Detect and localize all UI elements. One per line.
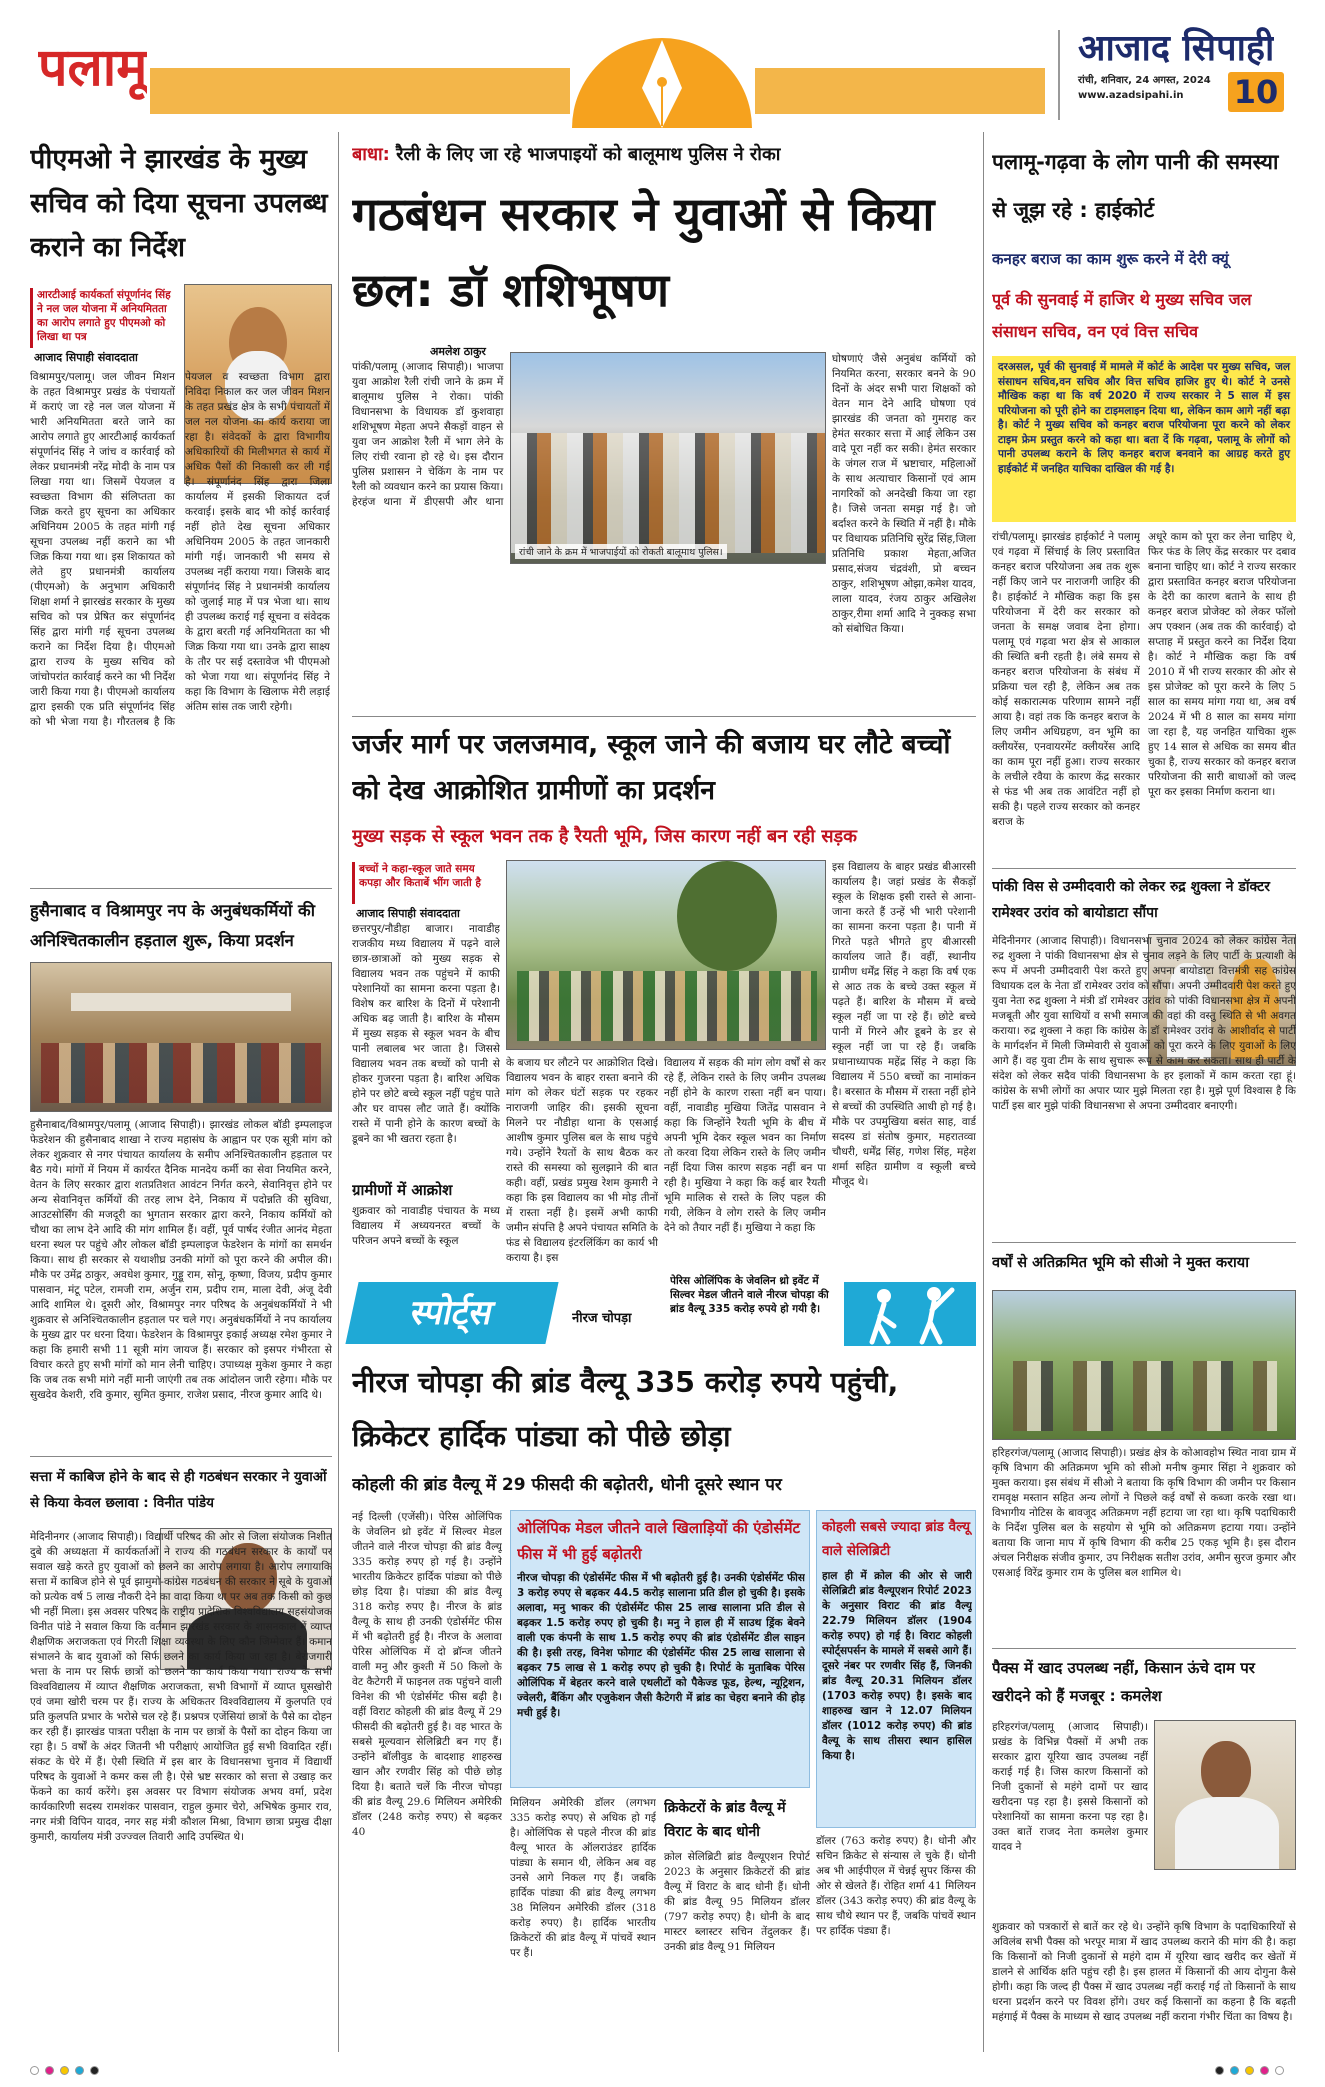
road-body-1b: शुक्रवार को नावाडीह पंचायत के मध्य विद्यालय में अध्ययनरत बच्चों के परिजन अपने बच्चों के स्कूल bbox=[352, 1205, 500, 1247]
col2-rule-1 bbox=[352, 716, 976, 717]
pmo-intro: आरटीआई कार्यकर्ता संपूर्णानंद सिंह ने नल जल योजना में अनियमितता का आरोप लगाते हुए पीएमओ को लिखा था पत्र bbox=[30, 288, 180, 348]
col3-rule-3 bbox=[992, 1648, 1296, 1649]
road-photo bbox=[506, 860, 826, 1050]
sports-headline: नीरज चोपड़ा की ब्रांड वैल्यू 335 करोड़ रुपये पहुंची, क्रिकेटर हार्दिक पांड्या को पीछे छोड़ा bbox=[352, 1366, 899, 1453]
khad-body-2: शुक्रवार को पत्रकारों से बातें कर रहे थे। उन्होंने कृषि विभाग के पदाधिकारियों से अविलंब सभी पैक्स को भरपूर मात्रा में खाद उपलब्ध कराने की मांग की है। कहा कि किसानों को निजी दुकानों से महंगे दाम में यूरिया खाद खरीद कर खेतों में डालने से आर्थिक क्षति पहुंच रही है। इस हालत में किसानों की आय दोगुना कैसे होगी। कहा कि जल्द ही पैक्स में खाद उपलब्ध नहीं कराई गई तो किसानों के साथ धरना प्रदर्शन करने पर विवश होंगे। उधर कई किसानों का कहना है कि बढ़ती महंगाई में पैक्स के माध्यम से खाद उपलब्ध नहीं कराना गंभीर चिंता का विषय है। bbox=[992, 1921, 1296, 2023]
vineet-body: मेदिनीनगर (आजाद सिपाही)। विद्यार्थी परिषद की ओर से जिला संयोजक निशीत दुबे की अध्यक्षता में कार्यकर्ताओं ने राज्य की गठबंधन सरकार के कार्यों पर सवाल खड़े करते हुए युवाओं को छलने का आरोप लगाया है। आरोप लगायाकि सत्ता में काबिज होने से पूर्व झामुमो-कांग्रेस गठबंधन की सरकार ने सूबे के युवाओं को प्रत्येक वर्ष 5 लाख नौकरी देने का वादा किया था पर अब तक किसी को कुछ भी नहीं मिला। इस अवसर परिषद के राष्ट्रीय प्रादेशिक विश्वविद्यालय सहसंयोजक विनीत पांडे ने सवाल किया कि वर्तमान झारखंड सरकार के शासनकाल में व्याप्त शैक्षणिक अराजकता एवं गिरती शिक्षा व्यवस्था के लिए कौन जिम्मेवार हैं। कमान संभालने के बाद युवाओं को सिर्फ छलने का कार्य किया जा रहा है। बेरोजगारी भत्ता के नाम पर सिर्फ छात्रों को छलने का कार्य किया गया। राज्य के सभी विश्वविद्यालय में व्याप्त शैक्षणिक अराजकता, सभी विभागों में व्याप्त घूसखोरी एवं जमा खोरी चरम पर हैं। राज्य के अधिकतर विश्वविद्यालय में कुलपति एवं प्रति कुलपति प्रभार के भरोसे चल रहे हैं। प्रश्नपत्र एजेंसियां छात्रों के पैसे का दोहन कर रही हैं। झारखंड पात्रता परीक्षा के नाम पर छात्रों के पैसों का दोहन किया जा रहा है। 5 वर्षों के अंदर जितनी भी परीक्षाएं आयोजित हुई सभी विवादित रहीं। संकट के घेरे में हैं। ऐसी स्थिति में इस बार के विधानसभा चुनाव में विद्यार्थी परिषद के युवाओं ने कमर कस ली है। ऐसे भ्रष्ट सरकार को सत्ता से उखाड़ कर फेंकने का कार्य करेंगे। इस अवसर पर विभाग संयोजक अभय वर्मा, प्रदेश कार्यकारिणी सदस्य रामशंकर पासवान, राहुल कुमार चेरो, अभिषेक कुमार राव, नगर मंत्री विपिन यादव, नगर सह मंत्री कौशल मिश्रा, विभाग छात्रा प्रमुख दीक्षा कुमारी, कार्यालय मंत्री उज्ज्वल तिवारी आदि उपस्थित थे। bbox=[30, 1531, 332, 1843]
khad-photo bbox=[1154, 1720, 1296, 1870]
khad-body-1: हरिहरगंज/पलामू (आजाद सिपाही)। प्रखंड के विभिन्न पैक्सों में अभी तक सरकार द्वारा यूरिया खाद उपलब्ध नहीं कराई गई है। जिस कारण किसानों को निजी दुकानों से महंगे दामों पर खाद खरीदना पड़ रहा है। इससे किसानों को परेशानियों का सामना करना पड़ रहा है। उक्त बातें राजद नेता कमलेश कुमार यादव ने bbox=[992, 1721, 1148, 1853]
road-body-4: इस विद्यालय के बाहर प्रखंड बीआरसी कार्यालय है। जहां प्रखंड के सैकड़ों स्कूल के शिक्षक इसी रास्ते से आना-जाना करते हैं उन्हें भी भारी परेशानी का सामना करना पड़ता है। पानी में गिरते पड़ते भीगते हुए बीआरसी कार्यालय जाते हैं। वहीं, स्थानीय ग्रामीण धर्मेंद्र सिंह ने कहा कि वर्ष एक से आठ तक के बच्चे उक्त स्कूल में पढ़ते हैं। बारिश के मौसम में बच्चे स्कूल नहीं जा पा रहे हैं। छोटे बच्चे पानी में गिरने और डूबने के डर से स्कूल नहीं जा पा रहे हैं। जबकि प्रधानाध्यापक महेंद्र सिंह ने कहा कि विद्यालय में 550 बच्चों का नामांकन है। बरसात के मौसम में रास्ता नहीं होने से बच्चों की उपस्थिति आधी हो गई है। मौके पर उपमुखिया बसंत साह, वार्ड सदस्य डां संतोष कुमार, महरातव्वा चौधरी, धर्मेंद्र सिंह, गणेश सिंह, महेश शर्मा सहित ग्रामीण व स्कूली बच्चे मौजूद थे। bbox=[832, 861, 976, 1188]
road-photo-people bbox=[517, 971, 817, 1041]
pen-nib-icon bbox=[570, 18, 755, 128]
masthead-right-band bbox=[755, 68, 1045, 114]
footer-dot bbox=[1215, 2066, 1224, 2075]
lead-author: अमलेश ठाकुर bbox=[430, 345, 486, 358]
sports-box-1-body: नीरज चोपड़ा की एंडोर्समेंट फीस में भी बढ़ोतरी हुई है। उनकी एंडोर्समेंट फीस 3 करोड़ रुपए से बढ़कर 44.5 करोड़ सालाना प्रति डील हो चुकी है। इसके अलावा, मनु भाकर की एंडोर्समेंट फीस 25 लाख सालाना प्रति डील से बढ़कर 1.5 करोड़ रुपए हो चुकी है। मनु ने हाल ही में साउथ ड्रिंक बेवने वाली एक कंपनी के साथ 1.5 करोड़ रुपए की ब्रांड एंडोर्समेंट डील साइन की है। इसी तरह, विनेश फोगाट की एंडोर्समेंट फीस 25 लाख सालाना से बढ़कर 75 लाख से 1 करोड़ रुपए हो चुकी है। रिपोर्ट के मुताबिक पेरिस ओलिंपिक में बेहतर करने वाले एथलीटों को पैकेज्ड फूड, हेल्थ, न्यूट्रिशन, ज्वेलरी, बैंकिंग और एजुकेशन जैसी कैटेगरी में ब्रांड का चेहरा बनाने की होड़ मची हुई है। bbox=[517, 1572, 805, 1719]
sports-banner: स्पोर्ट्स bbox=[345, 1282, 558, 1344]
sports-box-3-title: कोहली सबसे ज्यादा ब्रांड वैल्यू वाले सेलिब्रिटी bbox=[822, 1519, 971, 1559]
road-inset-title: ग्रामीणों में आक्रोश bbox=[352, 1181, 453, 1199]
footer-dots-right bbox=[1215, 2060, 1290, 2079]
footer-dot bbox=[1245, 2066, 1254, 2075]
column-rule-right bbox=[983, 132, 984, 2052]
cricket-icon bbox=[844, 1282, 976, 1346]
sports-subhead: कोहली की ब्रांड वैल्यू में 29 फीसदी की बढ़ोतरी, धोनी दूसरे स्थान पर bbox=[352, 1475, 782, 1495]
sports-body-2: मिलियन अमेरिकी डॉलर (लगभग 335 करोड़ रुपए) से अधिक हो गई है। ओलिंपिक से पहले नीरज की ब्रांड वैल्यू भारत के ऑलराउंडर हार्दिक पांड्या के समान थी, लेकिन अब वह उनसे आगे निकल गए हैं। जबकि हार्दिक पांड्या की ब्रांड वैल्यू लगभग 38 मिलियन अमेरिकी डॉलर (318 करोड़ रुपए) है। हार्दिक भारतीय क्रिकेटरों की ब्रांड वैल्यू में पांचवें स्थान पर हैं। bbox=[510, 1797, 656, 1959]
section-title: पलामू bbox=[38, 38, 148, 98]
page-number: 10 bbox=[1228, 72, 1284, 112]
masthead-left-band bbox=[150, 68, 570, 114]
road-body-1: छत्तरपुर/नौडीहा बाजार। नावाडीह राजकीय मध्य विद्यालय में पढ़ने वाले छात्र-छात्राओं को मुख्य सड़क से विद्यालय भवन तक पहुंचने में काफी परेशानियों का सामना करना पड़ता है। विशेष कर बारिश के दिनों में परेशानी अधिक बढ़ जाती है। बारिश के मौसम में मुख्य सड़क से स्कूल भवन के बीच पानी लबालब भर जाता है। जिससे विद्यालय भवन तक बच्चों को पानी से होकर गुजरना पड़ता है। बारिश अधिक होने पर छोटे बच्चे स्कूल नहीं पहुंच पाते और घर वापस लौट जाते हैं। क्योंकि रास्ते में पानी होने के कारण बच्चों के डूबने का भी खतरा रहता है। bbox=[352, 923, 500, 1145]
vineet-headline: सत्ता में काबिज होने के बाद से ही गठबंधन सरकार ने युवाओं से किया केवल छलावा : विनीत पांडेय bbox=[30, 1469, 327, 1511]
road-headline: जर्जर मार्ग पर जलजमाव, स्कूल जाने की बजाय घर लौटे बच्चों को देख आक्रोशित ग्रामीणों का प्रदर्शन bbox=[352, 729, 951, 806]
khad-headline: पैक्स में खाद उपलब्ध नहीं, किसान ऊंचे दाम पर खरीदने को हैं मजबूर : कमलेश bbox=[992, 1659, 1255, 1705]
hc-body-1: रांची/पलामू। झारखंड हाईकोर्ट ने पलामू एवं गढ़वा में सिंचाई के लिए प्रस्तावित कनहर बराज परियोजना अब तक शुरू नहीं किए जाने पर नाराजगी जाहिर की है। हाईकोर्ट ने मौखिक कहा कि इस परियोजना में देरी कर सरकार को जनता के समक्ष जवाब देना होगा। पलामू एवं गढ़वा भरा क्षेत्र से आकाल की स्थिति बनी रहती है। लंबे समय से कनहर बराज परियोजना के संबंध में प्रक्रिया चल रही है, लेकिन अब तक कोई सकारात्मक परिणाम सामने नहीं आया है। वहां तक कि कनहर बराज के लिए जमीन अधिग्रहण, वन भूमि का क्लीयरेंस, एनवायरमेंट क्लीयरेंस आदि का काम पूरा नहीं हुआ। राज्य सरकार के लचीले रवैया के कारण केंद्र सरकार से फंड भी अब तक आवंटित नहीं हो सकी है। पहले राज्य सरकार को कनहर बराज के bbox=[992, 531, 1140, 828]
pmo-headline: पीएमओ ने झारखंड के मुख्य सचिव को दिया सूचना उपलब्ध कराने का निर्देश bbox=[30, 144, 328, 263]
lead-kicker-label: बाधा: bbox=[352, 144, 390, 165]
footer-dot bbox=[30, 2066, 39, 2075]
enc-body: हरिहरगंज/पलामू (आजाद सिपाही)। प्रखंड क्षेत्र के कोआवहोभ स्थित नावा ग्राम में कृषि विभाग की अतिक्रमण भूमि को सीओ मनीष कुमार सिंहा ने शुक्रवार को मुक्त कराया। इस संबंध में सीओ ने बताया कि कृषि विभाग की जमीन पर किसान रामवृक्ष मस्तान सहित अन्य लोगों ने पिछले कई वर्षों से कब्जा करके रखा था। विभागीय नोटिस के बावजूद अतिक्रमण नहीं हटाया जा रहा था। कृषि पदाधिकारी के निर्देश पुलिस बल के सहयोग से भूमि को अतिक्रमण हटाया गया। उन्होंने बताया कि जाना माप में कृषि विभाग की करीब 25 एकड़ भूमि है। इस दौरान अंचल निरीक्षक संजीव कुमार, उप निरीक्षक सतीश उरांव, अमीन सुरज कुमार और एसआई विरेंद्र कुमार राम के पुलिस बल शामिल थे। bbox=[992, 1447, 1296, 1579]
footer-dot bbox=[1260, 2066, 1269, 2075]
lead-body-1: पांकी/पलामू (आजाद सिपाही)। भाजपा युवा आक्रोश रैली रांची जाने के क्रम में बालूमाथ पुलिस ने रोका। पांकी विधानसभा के विधायक डॉ कुशवाहा शशिभूषण मेहता अपने सैकड़ों वाहन से युवा जन आक्रोश रैली में भाग लेने के लिए रांची रवाना हो रहे थे। इस दौरान पुलिस प्रशासन ने चेकिंग के नाम पर रैली को व्यवधान करने का प्रयास किया। हेरहंज थाना में डीएसपी और थाना bbox=[352, 361, 504, 508]
enc-headline: वर्षों से अतिक्रमित भूमि को सीओ ने मुक्त कराया bbox=[992, 1255, 1249, 1271]
hc-red-banner: पूर्व की सुनवाई में हाजिर थे मुख्य सचिव जल संसाधन सचिव, वन एवं वित्त सचिव bbox=[992, 290, 1252, 341]
sports-box-3-body-2: डॉलर (763 करोड़ रुपए) है। धोनी और सचिन क्रिकेट से संन्यास ले चुके हैं। धोनी अब भी आईपीएल में चेन्नई सुपर किंग्स की ओर से खेलते हैं। रोहित शर्मा 41 मिलियन डॉलर (343 करोड़ रुपए) की ब्रांड वैल्यू के साथ चौथे स्थान पर हैं, जबकि पांचवें स्थान पर हार्दिक पंड्या हैं। bbox=[816, 1835, 976, 1937]
lead-body-2: घोषणाएं जैसे अनुबंध कर्मियों को नियमित करना, सरकार बनने के 90 दिनों के अंदर सभी पारा शिक्षकों को वेतन मान देने आदि घोषणा एवं झारखंड की जनता को गुमराह कर हेमंत सरकार सत्ता में आई लेकिन उस वादे पूरा नहीं कर सकी। हेमंत सरकार के जंगल राज में भ्रष्टाचार, महिलाओं के साथ अत्याचार किसानों एवं आम नागरिकों को अनदेखी किया जा रहा है। जिसे जनता समझ गई है। जो बर्दाश्त करने के स्थिति में नहीं है। मौके पर विधायक प्रतिनिधि सुरेंद्र सिंह,जिला प्रतिनिधि प्रकाश मेहता,अजित प्रसाद,संजय चंद्रवंशी, प्रो बच्चन ठाकुर, शशिभूषण ओझा,कमेश यादव, लाला यादव, रंजय ठाकुर अखिलेश ठाकुर,रीमा शर्मा आदि ने नुक्कड़ सभा को संबोधित किया। bbox=[832, 353, 976, 635]
sports-box-2-title: क्रिकेटरों के ब्रांड वैल्यू में विराट के बाद धोनी bbox=[664, 1800, 786, 1840]
footer-dot bbox=[45, 2066, 54, 2075]
sports-blurb: पेरिस ओलिंपिक के जेवलिन थ्रो इवेंट में सिल्वर मेडल जीतने वाले नीरज चोपड़ा की ब्रांड वैल्यू 335 करोड़ रुपये हो गयी है। bbox=[670, 1275, 829, 1315]
lead-headline: गठबंधन सरकार ने युवाओं से किया छल: डॉ शशिभूषण bbox=[352, 187, 935, 317]
lead-photo-crowd bbox=[511, 433, 826, 553]
lead-kicker-text: रैली के लिए जा रहे भाजपाइयों को बालूमाथ पुलिस ने रोका bbox=[396, 144, 781, 165]
hc-subhead: कनहर बराज का काम शुरू करने में देरी क्यूं bbox=[992, 250, 1229, 268]
sports-box-2-body: क्रोल सेलिब्रिटी ब्रांड वैल्यूएशन रिपोर्ट 2023 के अनुसार क्रिकेटरों की ब्रांड वैल्यू में विराट के बाद धोनी हैं। धोनी की ब्रांड वैल्यू 95 मिलियन डॉलर (797 करोड़ रुपए) है। धोनी के बाद मास्टर ब्लास्टर सचिन तेंदुलकर हैं। उनकी ब्रांड वैल्यू 91 मिलियन bbox=[664, 1851, 810, 1953]
strike-headline: हुसैनाबाद व विश्रामपुर नप के अनुबंधकर्मियों की अनिश्चितकालीन हड़ताल शुरू, किया प्रदर्शन bbox=[30, 901, 315, 950]
strike-photo-people bbox=[41, 1043, 321, 1103]
hc-highlight-box: दरअसल, पूर्व की सुनवाई में मामले में कोर्ट के आदेश पर मुख्य सचिव, जल संसाधन सचिव,वन सचिव और वित्त सचिव हाजिर हुए थे। कोर्ट ने उनसे मौखिक कहा था कि वर्ष 2020 में राज्य सरकार ने 5 साल में इस परियोजना को पूरी होने का टाइमलाइन दिया था, लेकिन काम आगे नहीं बढ़ा है। कोर्ट ने मुख्य सचिव को कनहर बराज परियोजना पूरा करने को लेकर टाइम फ्रेम प्रस्तुत करने को कहा था। बता दें कि गढ़वा, पलामू के लोगों को पानी उपलब्ध कराने के लिए कनहर बराज बनवाने का आग्रह करते हुए हाईकोर्ट में जनहित याचिका दाखिल की गई है। bbox=[992, 356, 1296, 522]
footer-dots-left bbox=[30, 2060, 105, 2079]
col1-rule-2 bbox=[30, 1456, 332, 1457]
road-body-2: के बजाय घर लौटने पर आक्रोशित दिखे। विद्यालय भवन के बाहर रास्ता बनाने की मांग को लेकर घंटों सड़क पर रहकर नाराजगी जाहिर की। इसकी सूचना मिलने पर नौडीहा थाना के एसआई आशीष कुमार पुलिस बल के साथ पहुंचे गये। उन्होंने रैयतों के साथ बैठक कर रास्ते की समस्या को सुलझाने की बात कही। वहीं, प्रखंड प्रमुख रेशम कुमारी ने कहा कि इस विद्यालय का भी मोड़ तीनों में रास्ता नहीं है। इसमें अभी काफी जमीन संपत्ति है अपने पंचायत समिति के फंड से विद्यालय इंटरलिंकिंग का कार्य भी कराया है। इस bbox=[506, 1057, 658, 1264]
col3-rule-2 bbox=[992, 1242, 1296, 1243]
pmo-byline: आजाद सिपाही संवाददाता bbox=[34, 351, 138, 364]
footer-dot bbox=[1275, 2066, 1284, 2075]
sports-body-1: नई दिल्ली (एजेंसी)। पेरिस ओलिंपिक के जेवलिन थ्रो इवेंट में सिल्वर मेडल जीतने वाले नीरज चोपड़ा की ब्रांड वैल्यू 335 करोड़ रुपए हो गई है। उन्होंने भारतीय क्रिकेटर हार्दिक पांड्या को पीछे छोड़ दिया है। पांड्या की ब्रांड वैल्यू 318 करोड़ रुपए है। नीरज के ब्रांड वैल्यू के साथ ही उनकी एंडोर्समेंट फीस में भी बढ़ोतरी हुई है। नीरज के अलावा पेरिस ओलिंपिक में दो ब्रॉन्ज जीतने वाली मनु और कुश्ती में 50 किलो के वेट कैटेगरी में फाइनल तक पहुंचने वाली विनेश की भी एंडोर्समेंट फीस बढ़ी है। वहीं विराट कोहली की ब्रांड वैल्यू में 29 फीसदी की बढ़ोतरी हुई है। वह भारत के सबसे मूल्यवान सेलिब्रिटी बन गए हैं। उन्होंने बॉलीवुड के बादशाह शाहरुख खान और रणवीर सिंह को पीछे छोड़ दिया है। बताते चलें कि नीरज चोपड़ा की ब्रांड वैल्यू 29.6 मिलियन अमेरिकी डॉलर (248 करोड़ रुपए) से बढ़कर 40 bbox=[352, 1511, 502, 1838]
sports-banner-strip bbox=[352, 1268, 976, 1352]
rudra-body: मेदिनीनगर (आजाद सिपाही)। विधानसभा चुनाव 2024 को लेकर कांग्रेस नेता रुद्र शुक्ला ने पांकी विधानसभा क्षेत्र से चुनाव लड़ने के लिए पार्टी के प्रत्याशी के रूप में अपनी उम्मीदवारी पेश करते हुए अपना बायोडाटा वित्तमंत्री सह कांग्रेस विधायक दल के नेता डॉ रामेश्वर उरांव को सौंपा। अपनी उम्मीदवारी पेश करते हुए युवा नेता रुद्र शुक्ला ने मंत्री डॉ रामेश्वर उरांव को पांकी विधानसभा क्षेत्र में अपनी मजबूती और युवा साथियों व सभी समाज की वहां की वस्तु स्थिति से भी अवगत कराया। रुद्र शुक्ला ने कहा कि कांग्रेस के डॉ रामेश्वर उरांव के आशीर्वाद से पार्टी के मार्गदर्शन में मिली जिम्मेवारी से युवाओं को पूरा करने के लिए युवाओं के लिए आगे हैं। वह युवा टीम के साथ सुचारू रूप से काम कर सकता। साथ ही पार्टी के संदेश को लेकर सदैव पांकी विधानसभा के हर इलाकों में काम करता रहा हूं। कांग्रेस के सभी लोगों का अपार प्यार मुझे मिलता रहा है। मुझे पूर्ण विश्वास है कि पार्टी इस बार मुझे पांकी विधानसभा से अपना उम्मीदवार बनाएगी। bbox=[992, 935, 1296, 1112]
strike-photo bbox=[30, 962, 332, 1112]
enc-photo bbox=[992, 1290, 1296, 1440]
masthead bbox=[0, 0, 1325, 128]
khad-photo-shirt bbox=[1175, 1797, 1279, 1870]
sports-graphic bbox=[844, 1282, 976, 1346]
sports-athlete: नीरज चोपड़ा bbox=[572, 1311, 632, 1326]
road-intro: बच्चों ने कहा-स्कूल जाते समय कपड़ा और किताबें भींग जाती है bbox=[352, 862, 500, 904]
khad-photo-face bbox=[1201, 1741, 1251, 1801]
lead-photo-caption: रांची जाने के क्रम में भाजपाईयों को रोकती बालूमाथ पुलिस। bbox=[515, 544, 727, 559]
col3-rule-1 bbox=[992, 868, 1296, 869]
hc-headline: पलामू-गढ़वा के लोग पानी की समस्या से जूझ रहे : हाईकोर्ट bbox=[992, 150, 1279, 222]
logo-divider bbox=[1058, 30, 1060, 120]
website: www.azadsipahi.in bbox=[1078, 90, 1184, 101]
strike-photo-banner bbox=[71, 993, 291, 1011]
footer-dot bbox=[1230, 2066, 1239, 2075]
sports-box-1-title: ओलिंपिक मेडल जीतने वाले खिलाड़ियों की एंडोर्समेंट फीस में भी हुई बढ़ोतरी bbox=[517, 1519, 801, 1563]
lead-photo bbox=[510, 352, 826, 564]
col1-rule-1 bbox=[30, 888, 332, 889]
footer-dot bbox=[75, 2066, 84, 2075]
road-byline: आजाद सिपाही संवाददाता bbox=[356, 907, 460, 920]
road-subhead: मुख्य सड़क से स्कूल भवन तक है रैयती भूमि, जिस कारण नहीं बन रही सड़क bbox=[352, 826, 857, 847]
footer-dot bbox=[90, 2066, 99, 2075]
column-rule-left bbox=[338, 132, 339, 2052]
sports-box-3 bbox=[816, 1510, 976, 1828]
lead-kicker bbox=[352, 140, 972, 170]
pmo-body: विश्रामपुर/पलामू। जल जीवन मिशन के तहत विश्रामपुर प्रखंड के पंचायतों में कराएं जा रहे नल जल योजना में भारी अनियमितता बरते जाने का आरोप लगाते हुए आरटीआई कार्यकर्ता संपूर्णानंद सिंह ने जांच व कार्रवाई को लेकर प्रधानमंत्री नरेंद्र मोदी के नाम पत्र लिखा गया था। जिसमें पेयजल व स्वच्छता विभाग की संलिप्तता का जिक्र करते हुए सूचना का अधिकार अधिनियम 2005 के तहत मांगी गई सूचना उपलब्ध नहीं कराने का भी जिक्र किया गया था। इस शिकायत को लेते हुए प्रधानमंत्री कार्यालय (पीएमओ) के अनुभाग अधिकारी शिक्षा शर्मा ने झारखंड सरकार के मुख्य सचिव को पत्र प्रेषित कर संपूर्णानंद सिंह द्वारा मांगी गई सूचना उपलब्ध कराने का निर्देश दिया है। पीएमओ द्वारा राज्य के मुख्य सचिव को जांचोपरांत कार्रवाई करने का भी निर्देश जारी किया गया है। पीएमओ कार्यालय द्वारा इसकी एक प्रति संपूर्णानंद सिंह को भी भेजा गया है। गौरतलब है कि पेयजल व स्वच्छता विभाग द्वारा निविदा निकाल कर जल जीवन मिशन के तहत प्रखंड क्षेत्र के सभी पंचायतों में जल नल योजना का कार्य कराया जा रहा है। संवेदकों के द्वारा विभागीय अधिकारियों की मिलीभगत से कार्य में अधिक पैसों की निकासी कर ली गई है। संपूर्णानंद सिंह द्वारा जिला कार्यालय में इसकी शिकायत दर्ज करवाई। इसके बाद भी कोई कार्रवाई नहीं होते देख सूचना अधिकार अधिनियम 2005 के तहत जानकारी मांगी गई। जानकारी भी समय से उपलब्ध नहीं कराया गया। जिसके बाद संपूर्णानंद सिंह ने प्रधानमंत्री कार्यालय को जुलाई माह में पत्र भेजा था। साथ ही उपलब्ध कराई गई सूचना व संवेदक के द्वारा बरती गई अनियमितता का भी जिक्र किया गया था। उनके द्वारा साक्ष्य के तौर पर सई दस्तावेज भी पीएमओ को भेजा गया था। संपूर्णानंद सिंह ने कहा कि विभाग के खिलाफ मेरी लड़ाई अंतिम सांस तक जारी रहेगी। bbox=[30, 371, 330, 728]
hc-body-2: अधूरे काम को पूरा कर लेना चाहिए थे, फिर फंड के लिए केंद्र सरकार पर दबाव बनाना चाहिए था। कोर्ट ने राज्य सरकार द्वारा प्रस्तावित कनहर बराज परियोजना के देरी का कारण बताने के साथ ही कनहर बराज प्रोजेक्ट को लेकर फॉलो अप एक्शन (अब तक की कार्रवाई) दो सप्ताह में प्रस्तुत करने का निर्देश दिया है। कोर्ट ने मौखिक कहा कि वर्ष 2010 में भी राज्य सरकार की ओर से इस प्रोजेक्ट को पूरा करने के लिए 5 साल का समय मांगा गया था, अब वर्ष 2024 में भी 8 साल का समय मांगा जा रहा है, यह जनहित याचिका शुरू हुए 14 साल से अधिक का समय बीत चुका है, राज्य सरकार को कनहर बराज परियोजना की सारी बाधाओं को जल्द पूरा कर इसका निर्माण कराना था। bbox=[1148, 531, 1296, 798]
road-body-3: विद्यालय में सड़क की मांग लोग वर्षों से कर रहे हैं, लेकिन रास्ते के लिए जमीन उपलब्ध नहीं होने के कारण रास्ता नहीं बन पाया। वहीं, नावाडीह मुखिया जितेंद्र पासवान ने कहा कि जिन्होंने रैयती भूमि के बीच में अपनी भूमि देकर स्कूल भवन का निर्माण तो करवा दिया लेकिन रास्ते के लिए जमीन नहीं दिया जिस कारण सड़क नहीं बन पा रही है। मुखिया ने कहा कि कई बार रैयती भूमि मालिक से रास्ते के लिए पहल की गयी, लेकिन वे लोग रास्ते के लिए जमीन देने को तैयार नहीं हैं। मुखिया ने कहा कि bbox=[664, 1057, 826, 1234]
enc-photo-people bbox=[1013, 1361, 1277, 1431]
footer-dot bbox=[60, 2066, 69, 2075]
sports-box-3-body: हाल ही में क्रोल की ओर से जारी सेलिब्रिटी ब्रांड वैल्यूएशन रिपोर्ट 2023 के अनुसार विराट की ब्रांड वैल्यू 22.79 मिलियन डॉलर (1904 करोड़ रुपए) हो गई है। विराट कोहली स्पोर्ट्सपर्सन के मामले में सबसे आगे हैं। दूसरे नंबर पर रणवीर सिंह हैं, जिनकी ब्रांड वैल्यू 20.31 मिलियन डॉलर (1703 करोड़ रुपए) है। इसके बाद शाहरुख खान ने 12.07 मिलियन डॉलर (1012 करोड़ रुपए) की ब्रांड वैल्यू के साथ तीसरा स्थान हासिल किया है। bbox=[822, 1570, 972, 1762]
paper-name-logo: आजाद सिपाही bbox=[1078, 28, 1275, 69]
rudra-headline: पांकी विस से उम्मीदवारी को लेकर रुद्र शुक्ला ने डॉक्टर रामेश्वर उरांव को बायोडाटा सौंपा bbox=[992, 879, 1270, 921]
sports-box-1 bbox=[510, 1510, 810, 1788]
dateline: रांची, शनिवार, 24 अगस्त, 2024 bbox=[1078, 75, 1211, 86]
road-photo-tree bbox=[677, 861, 777, 971]
strike-body: हुसैनाबाद/विश्रामपुर/पलामू (आजाद सिपाही)। झारखंड लोकल बॉडी इम्पलाइज फेडरेशन की हुसैनाबाद शाखा ने राज्य महासंघ के आह्वान पर एक सूत्री मांग को लेकर शुक्रवार से नगर पंचायत कार्यालय के समीप अनिश्चितकालीन हड़ताल पर बैठ गये। मांगों में नियम में कार्यरत दैनिक मानदेय कर्मी का सेवा नियमित करने, वेतन के लिए सरकार द्वारा शतप्रतिशत आवंटन निर्गत करने, सेवानिवृत्त होने पर अन्य सेवानिवृत्त कर्मियों की तरह लाभ देने, निकाय में पदोन्नति की सुविधा, आउटसोर्सिंग की मजदूरी का भुगतान सरकार द्वारा करने, निकाय कर्मियों को चौथा का लाभ देने आदि की मांग शामिल हैं। वहीं, पूर्व पार्षद रंजीत आनंद मेहता धरना स्थल पर पहुंचे और लोकल बॉडी इम्पलाइज फेडरेशन के मांगों का समर्थन किया। साथ ही सरकार से यथाशीघ्र उनकी मांगों को पूरा करने की अपील की। मौके पर उमेंद्र ठाकुर, अवधेश कुमार, गुड्डू राम, सोनू, कृष्णा, विजय, प्रदीप कुमार पासवान, मंटू पटेल, रामजी राम, अर्जुन राम, प्रदीप राम, माला देवी, अंजू देवी आदि शामिल थे। दूसरी ओर, विश्रामपुर नगर परिषद के अनुबंधकर्मियों ने भी शुक्रवार से अनिश्चितकालीन हड़ताल पर चले गए। अनुबंधकर्मियों ने नप कार्यालय के मुख्य द्वार पर धरना दिया। फेडरेशन के विश्रामपुर इकाई अध्यक्ष रमेश कुमार ने कहा कि हमारी सभी 11 सूत्री मांग जायज हैं। सरकार को इसपर गंभीरता से विचार करते हुए सभी मांगों को मान लेनी चाहिए। उपाध्यक्ष मुकेश कुमार ने कहा कि जब तक सभी मांगे नहीं मानी जाएंगी तब तक आंदोलन जारी रहेगा। मौके पर सुखदेव केशरी, रवि कुमार, सुमित कुमार, राजेश प्रसाद, नीरज कुमार आदि थे। bbox=[30, 1119, 332, 1401]
